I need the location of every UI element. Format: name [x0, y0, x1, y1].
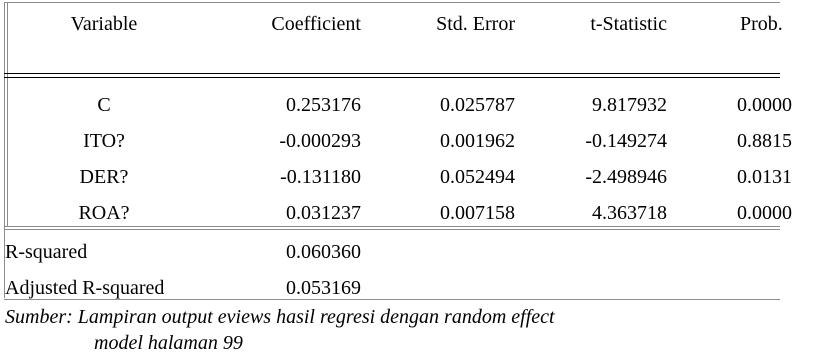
- header-double-rule-bottom: [4, 77, 780, 78]
- row-t-statistic: 4.363718: [592, 202, 667, 224]
- stats-label: Adjusted R-squared: [5, 277, 165, 299]
- row-t-statistic: -0.149274: [585, 130, 667, 152]
- row-t-statistic: -2.498946: [585, 166, 667, 188]
- source-caption-line1: Sumber: Lampiran output eviews hasil regresi dengan random effect: [5, 306, 555, 328]
- stats-label: R-squared: [5, 241, 88, 263]
- source-caption-line2: model halaman 99: [94, 332, 243, 354]
- stats-value: 0.060360: [286, 241, 361, 263]
- stats-separator-top: [4, 226, 780, 227]
- header-variable: Variable: [70, 13, 138, 35]
- table-bottom-border: [4, 299, 780, 300]
- row-prob: 0.0000: [737, 202, 792, 224]
- row-prob: 0.0131: [737, 166, 792, 188]
- header-prob: Prob.: [740, 13, 783, 35]
- stats-value: 0.053169: [286, 277, 361, 299]
- row-variable: DER?: [79, 166, 129, 188]
- row-std-error: 0.025787: [440, 94, 515, 116]
- row-variable: ITO?: [83, 130, 125, 152]
- row-coefficient: 0.253176: [286, 94, 361, 116]
- row-std-error: 0.007158: [440, 202, 515, 224]
- row-variable: C: [97, 94, 111, 116]
- row-coefficient: -0.000293: [279, 130, 361, 152]
- header-coefficient: Coefficient: [271, 13, 361, 35]
- row-std-error: 0.001962: [440, 130, 515, 152]
- row-prob: 0.0000: [737, 94, 792, 116]
- row-variable: ROA?: [78, 202, 130, 224]
- row-std-error: 0.052494: [440, 166, 515, 188]
- header-std-error: Std. Error: [436, 13, 515, 35]
- row-coefficient: -0.131180: [280, 166, 361, 188]
- row-prob: 0.8815: [737, 130, 792, 152]
- row-coefficient: 0.031237: [286, 202, 361, 224]
- table-top-border: [4, 2, 780, 3]
- stats-separator-bottom: [4, 229, 780, 230]
- header-t-statistic: t-Statistic: [590, 13, 667, 35]
- header-double-rule-top: [4, 73, 780, 74]
- row-t-statistic: 9.817932: [592, 94, 667, 116]
